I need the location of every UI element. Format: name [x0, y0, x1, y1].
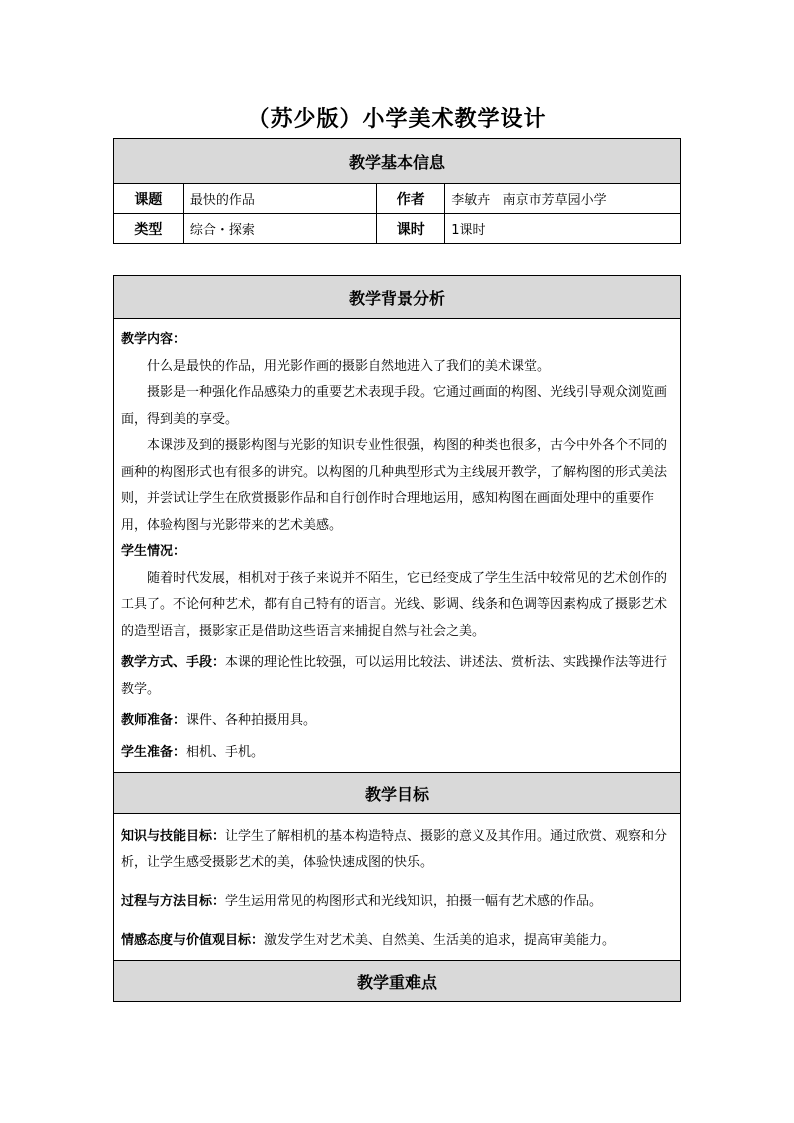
teacher-preparation [121, 708, 673, 735]
student-situation-paragraph: 随着时代发展，相机对于孩子来说并不陌生，它已经变成了学生生活中较常见的艺术创作的工具了。不论何种艺术，都有自己特有的语言。光线、影调、线条和色调等因素构成了摄影艺术的造型语言，摄影家正是借助这些语言来捕捉自然与社会之美。 [121, 570, 668, 639]
type-label: 类型 [114, 214, 184, 244]
key-points-header: 教学重难点 [114, 961, 681, 1002]
background-header: 教学背景分析 [114, 276, 681, 319]
objectives-content [114, 814, 681, 961]
emotion-objective [121, 928, 673, 954]
process-label: 过程与方法目标： [121, 894, 226, 909]
teaching-method [121, 650, 673, 703]
author-value: 李敏卉 南京市芳草园小学 [445, 184, 681, 214]
hours-label: 课时 [377, 214, 445, 244]
knowledge-objective [121, 824, 673, 876]
knowledge-label: 知识与技能目标： [121, 829, 226, 844]
author-label: 作者 [377, 184, 445, 214]
content-label: 教学内容： [121, 332, 187, 347]
process-text: 学生运用常见的构图形式和光线知识，拍摄一幅有艺术感的作品。 [225, 894, 603, 909]
student-preparation [121, 740, 673, 767]
type-value: 综合・探索 [183, 214, 377, 244]
student-prep-label: 学生准备： [121, 744, 187, 760]
teaching-method-text: 本课的理论性比较强，可以运用比较法、讲述法、赏析法、实践操作法等进行教学。 [121, 655, 668, 697]
teacher-prep-text: 课件、各种拍摄用具。 [186, 713, 317, 728]
emotion-label: 情感态度与价值观目标： [121, 933, 265, 948]
teaching-method-label: 教学方式、手段： [121, 655, 226, 670]
content-paragraph: 本课涉及到的摄影构图与光影的知识专业性很强，构图的种类也很多，古今中外各个不同的画种的构图形式也有很多的讲究。以构图的几种典型形式为主线展开教学，了解构图的形式美法则，并尝试让学生在欣赏摄影作品和自行创作时合理地运用，感知构图在画面处理中的重要作用，体验构图与光影带来的艺术美感。 [121, 438, 668, 533]
lesson-detail-table [113, 275, 681, 1002]
process-objective [121, 889, 673, 915]
basic-info-header: 教学基本信息 [114, 139, 681, 184]
content-paragraph: 摄影是一种强化作品感染力的重要艺术表现手段。它通过画面的构图、光线引导观众浏览画面，得到美的享受。 [121, 385, 668, 427]
objectives-header: 教学目标 [114, 773, 681, 814]
teacher-prep-label: 教师准备： [121, 713, 187, 728]
basic-info-table [113, 138, 681, 244]
knowledge-text: 让学生了解相机的基本构造特点、摄影的意义及其作用。通过欣赏、观察和分析，让学生感受摄影艺术的美，体验快速成图的快乐。 [121, 829, 668, 870]
document-title: （苏少版）小学美术教学设计 [247, 107, 547, 132]
hours-value: 1课时 [445, 214, 681, 244]
topic-value: 最快的作品 [183, 184, 377, 214]
student-situation-label: 学生情况： [121, 544, 187, 559]
emotion-text: 激发学生对艺术美、自然美、生活美的追求，提高审美能力。 [264, 933, 616, 948]
background-content [114, 319, 681, 773]
student-prep-text: 相机、手机。 [186, 744, 265, 760]
topic-label: 课题 [114, 184, 184, 214]
content-paragraph: 什么是最快的作品，用光影作画的摄影自然地进入了我们的美术课堂。 [147, 358, 551, 374]
